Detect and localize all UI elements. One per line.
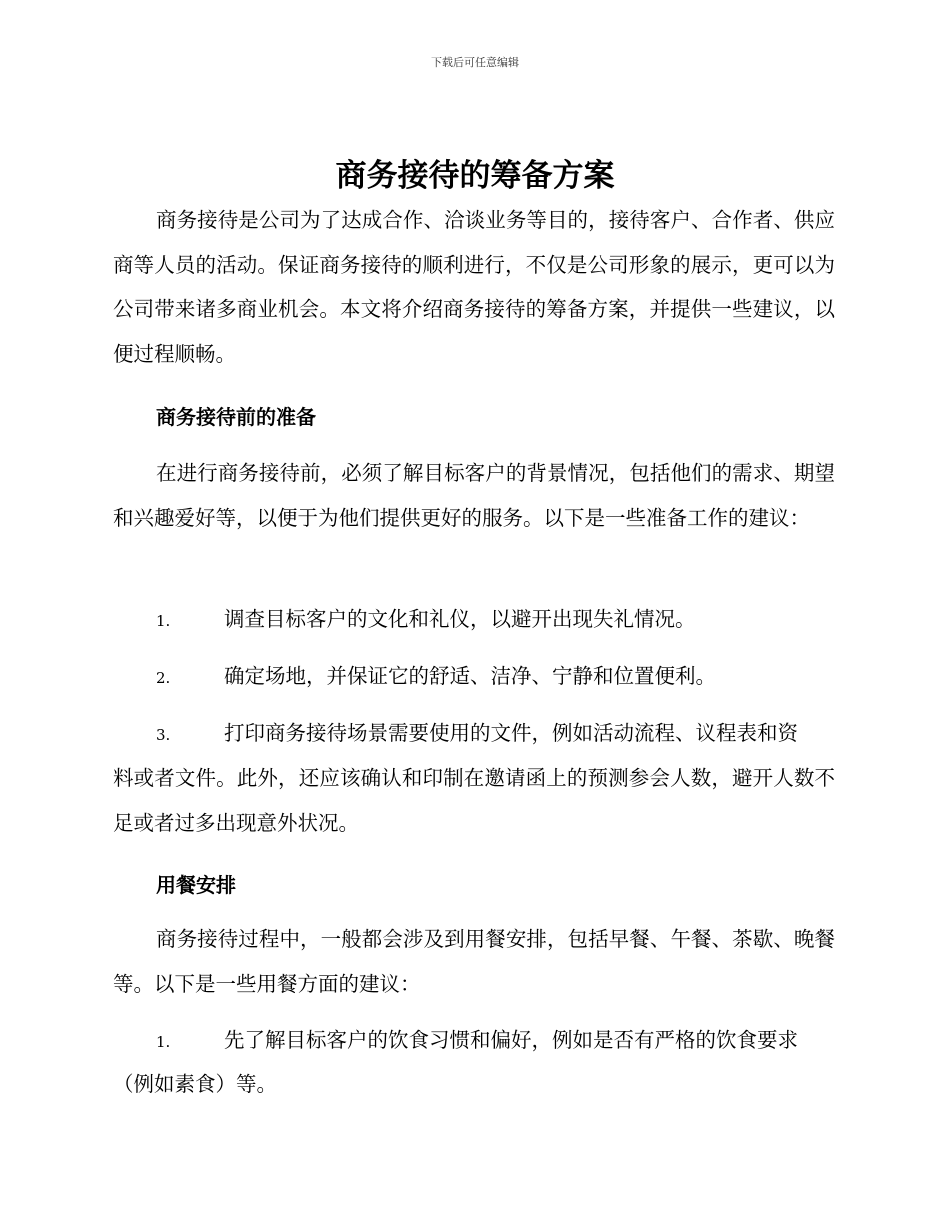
- list-item-continuation: 料或者文件。此外，还应该确认和印制在邀请函上的预测参会人数，避开人数不足或者过多出现意外状况。: [113, 766, 835, 835]
- section-heading-dining: 用餐安排: [156, 873, 236, 897]
- list-item-continuation: （例如素食）等。: [113, 1072, 277, 1096]
- page-header-note: 下载后可任意编辑: [431, 56, 519, 69]
- list-item-number: 1.: [156, 1033, 171, 1051]
- list-item-text: 确定场地，并保证它的舒适、洁净、宁静和位置便利。: [224, 664, 716, 688]
- document-title: 商务接待的筹备方案: [335, 158, 615, 194]
- intro-paragraph: 商务接待是公司为了达成合作、洽谈业务等目的，接待客户、合作者、供应商等人员的活动。保证商务接待的顺利进行，不仅是公司形象的展示，更可以为公司带来诸多商业机会。本文将介绍商务接待的筹备方案，并提供一些建议，以便过程顺畅。: [113, 208, 835, 366]
- list-item-number: 3.: [156, 726, 171, 744]
- preparation-paragraph: 在进行商务接待前，必须了解目标客户的背景情况，包括他们的需求、期望和兴趣爱好等，以便于为他们提供更好的服务。以下是一些准备工作的建议：: [113, 461, 835, 530]
- list-item-text: 打印商务接待场景需要使用的文件，例如活动流程、议程表和资: [224, 721, 798, 745]
- list-item-number: 1.: [156, 612, 171, 630]
- list-item-number: 2.: [156, 669, 171, 687]
- list-item-text: 调查目标客户的文化和礼仪，以避开出现失礼情况。: [224, 607, 696, 631]
- list-item: [156, 711, 835, 758]
- list-item: [156, 597, 835, 644]
- dining-paragraph: 商务接待过程中，一般都会涉及到用餐安排，包括早餐、午餐、茶歇、晚餐等。以下是一些用餐方面的建议：: [113, 927, 835, 996]
- list-item-text: 先了解目标客户的饮食习惯和偏好，例如是否有严格的饮食要求: [224, 1028, 798, 1052]
- list-item: [156, 654, 835, 701]
- section-heading-preparation: 商务接待前的准备: [156, 405, 316, 429]
- list-item: [156, 1018, 835, 1065]
